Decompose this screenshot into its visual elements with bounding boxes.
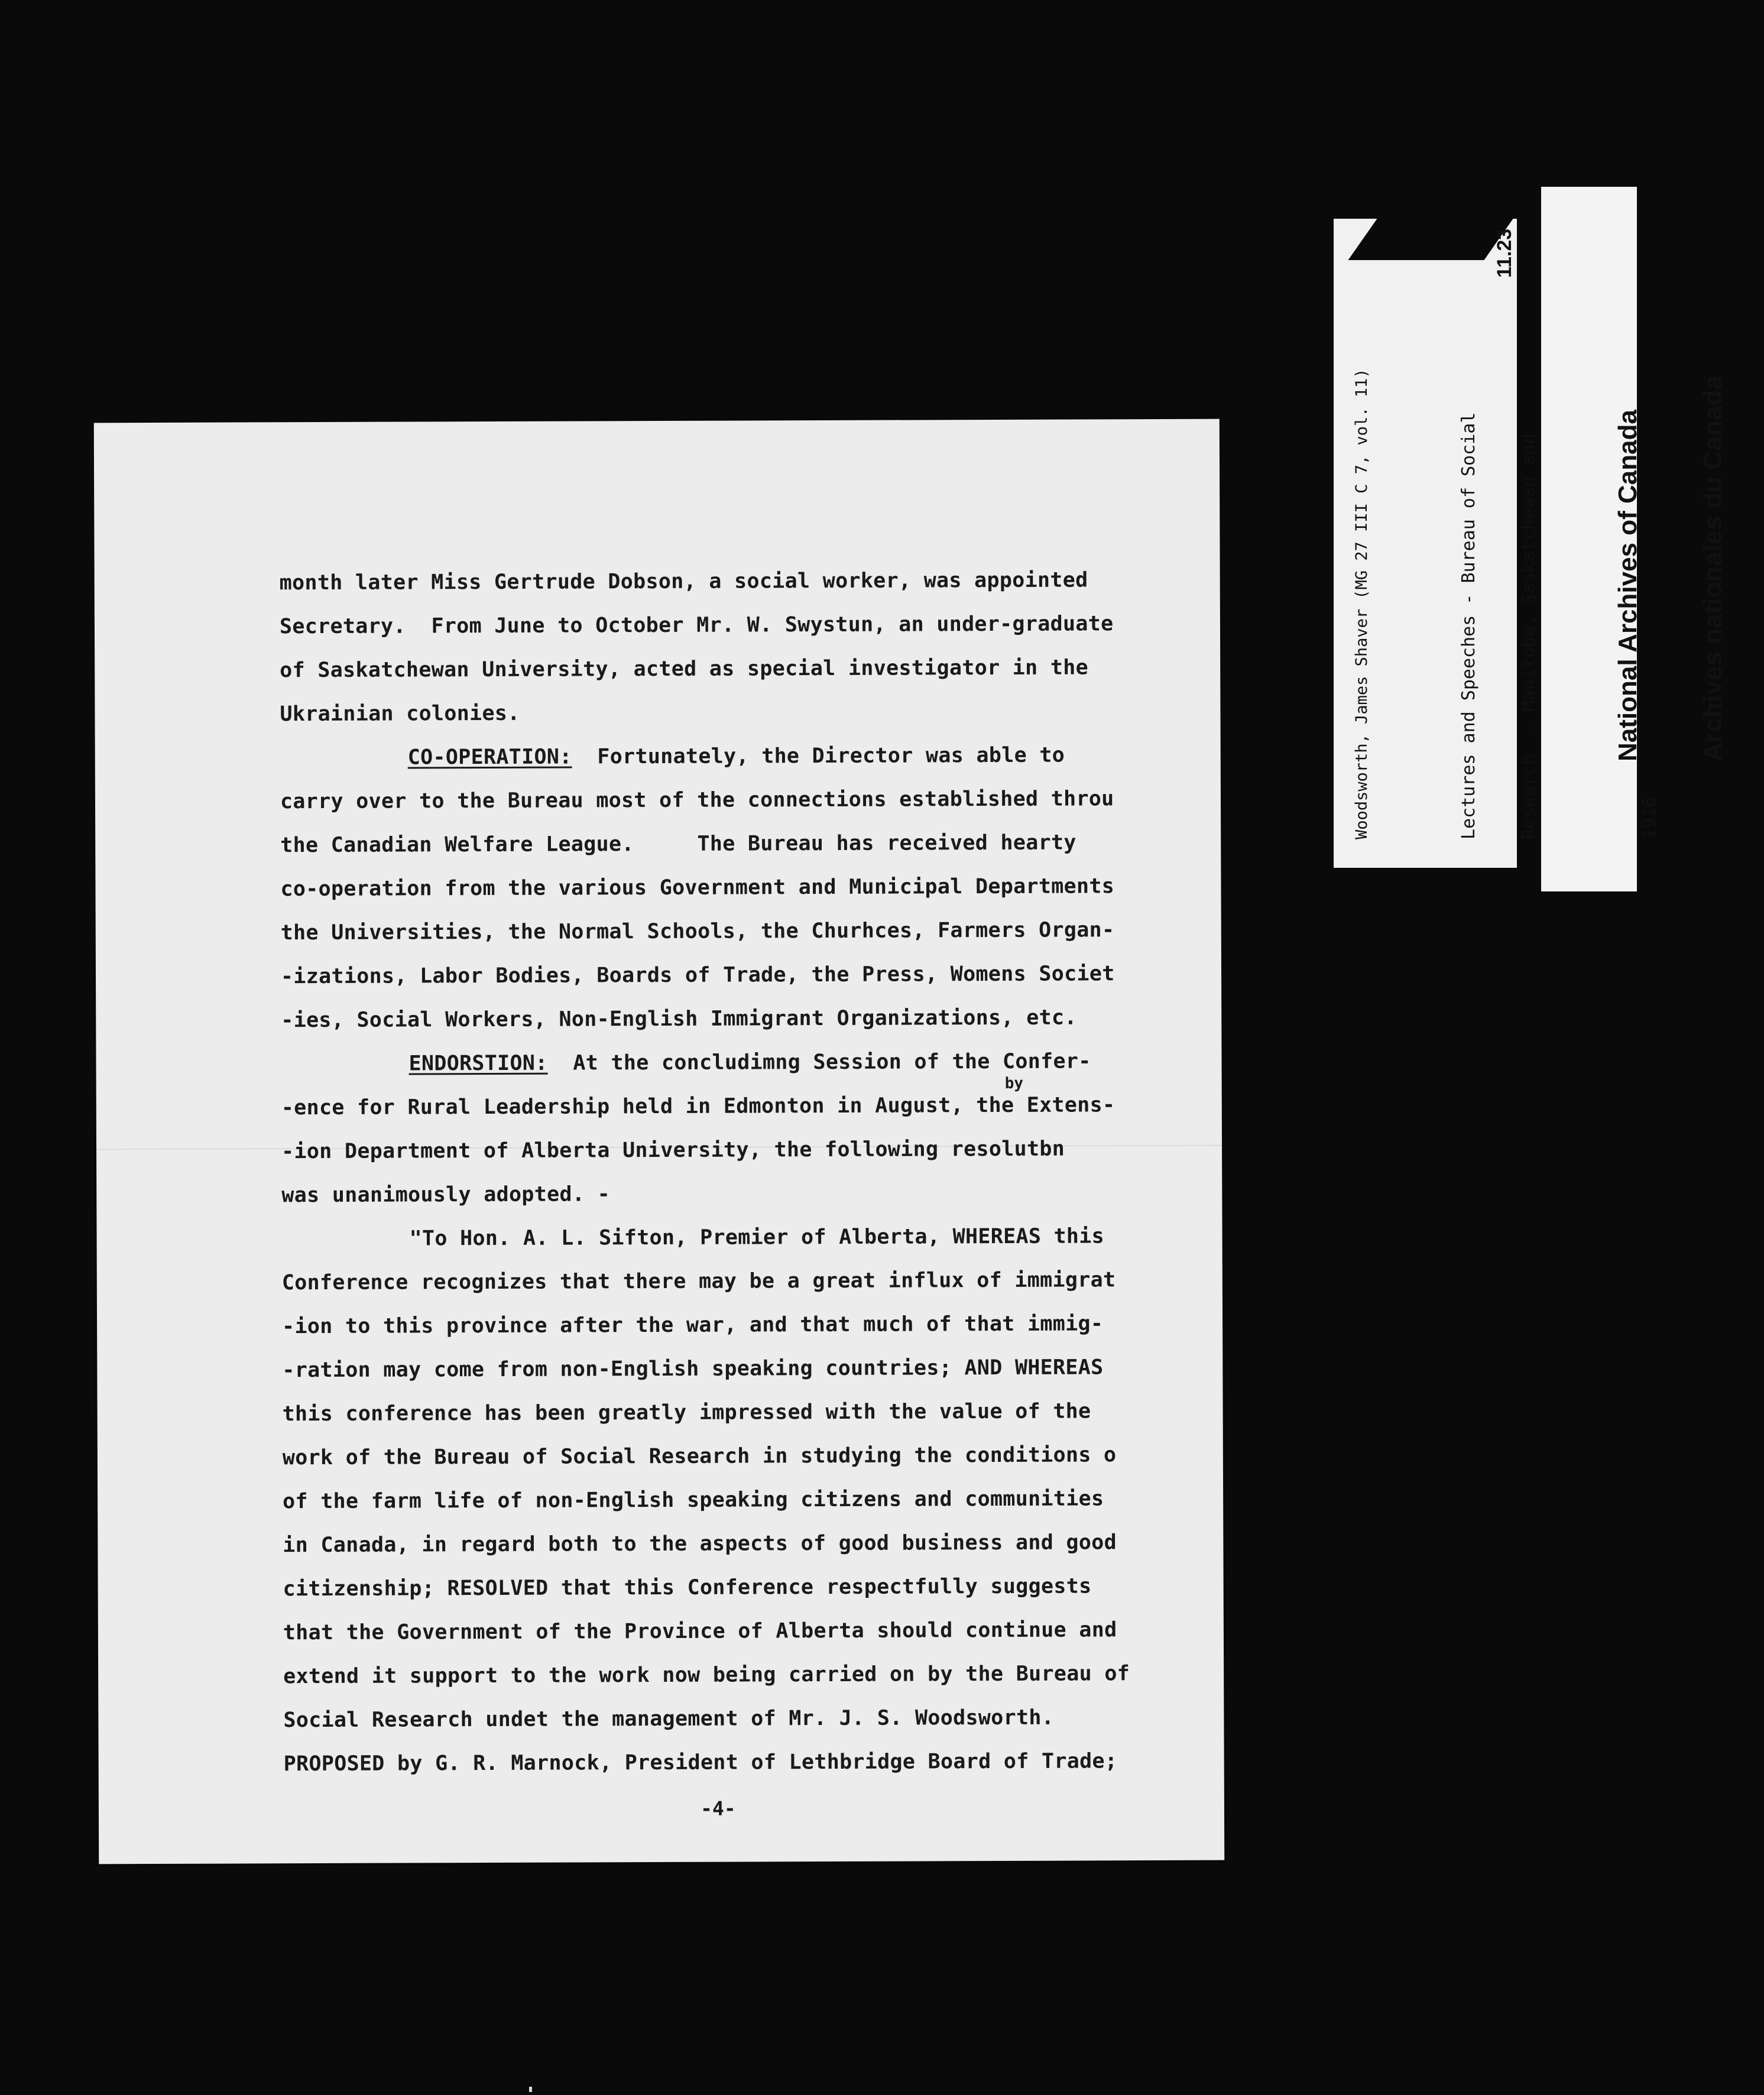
archives-stamp-text — [1557, 375, 1756, 761]
label-notch — [1348, 219, 1513, 260]
text-line: the Universities, the Normal Schools, the Churhces, Farmers Organ- — [280, 918, 1115, 945]
text-line: PROPOSED by G. R. Marnock, President of Lethbridge Board of Trade; — [283, 1749, 1118, 1776]
document-page — [94, 419, 1224, 1864]
text-line: that the Government of the Province of Alberta should continue and — [283, 1618, 1117, 1645]
archives-stamp-line-en: National Archives of Canada — [1613, 410, 1642, 761]
heading-endorsation — [408, 1049, 1091, 1075]
text-line: carry over to the Bureau most of the connections established throu — [280, 787, 1114, 814]
page-number: -4- — [701, 1796, 736, 1820]
text-line: was unanimously adopted. - — [281, 1182, 611, 1208]
text-line: month later Miss Gertrude Dobson, a social worker, was appointed — [279, 568, 1088, 595]
scan-speck — [529, 2087, 532, 2092]
archive-collection: Woodsworth, James Shaver (MG 27 III C 7, vol. 11) — [1353, 368, 1371, 839]
text-line: -ion Department of Alberta University, the following resolutbn — [281, 1137, 1065, 1164]
text-line: extend it support to the work now being carried on by the Bureau of — [283, 1662, 1130, 1689]
text-line: in Canada, in regard both to the aspects of good business and good — [283, 1530, 1117, 1558]
text-line: -ration may come from non-English speaking countries; AND WHEREAS — [282, 1355, 1104, 1383]
text-line: this conference has been greatly impressed with the value of the — [282, 1399, 1091, 1426]
text-line: -ence for Rural Leadership held in Edmonton in August, the Extens- — [281, 1093, 1116, 1120]
text-line: -ion to this province after the war, and that much of that immig- — [282, 1312, 1104, 1339]
text-line: the Canadian Welfare League. The Bureau has received hearty — [280, 831, 1076, 858]
text-line: Social Research undet the management of Mr. J. S. Woodsworth. — [283, 1705, 1055, 1733]
text-line: of Saskatchewan University, acted as special investigator in the — [280, 656, 1089, 683]
heading-cooperation — [408, 744, 1065, 770]
text-line: citizenship; RESOLVED that this Conference respectfully suggests — [283, 1574, 1092, 1601]
text-line: -izations, Labor Bodies, Boards of Trade, the Press, Womens Societ — [280, 962, 1115, 989]
archive-year: 1916 — [1639, 796, 1660, 839]
text-line: -ies, Social Workers, Non-English Immigrant Organizations, etc. — [281, 1006, 1077, 1033]
text-line: At the concludimng Session of the Confer- — [573, 1049, 1091, 1075]
text-line: Secretary. From June to October Mr. W. Swystun, an under-graduate — [279, 612, 1114, 639]
heading-cooperation-label: CO-OPERATION: — [407, 745, 572, 770]
handwritten-insertion: by — [1004, 1074, 1024, 1092]
text-line: "To Hon. A. L. Sifton, Premier of Alberta, WHEREAS this — [409, 1224, 1105, 1251]
text-line: Fortunately, the Director was able to — [597, 743, 1065, 769]
text-line: work of the Bureau of Social Research in studying the conditions o — [282, 1443, 1117, 1470]
archive-item-number: 11.23 — [1493, 228, 1516, 278]
archives-stamp-line-fr: Archives nationales du Canada — [1698, 375, 1727, 761]
archive-title-line: Lectures and Speeches - Bureau of Social — [1458, 412, 1479, 839]
page-body — [279, 568, 1149, 1820]
archive-title-line: Research - Manitoba, Saskatchewan and — [1519, 433, 1539, 839]
text-line: Conference recognizes that there may be a great influx of immigrat — [281, 1268, 1116, 1295]
text-line: of the farm life of non-English speaking citizens and communities — [283, 1487, 1104, 1514]
text-line: Ukrainian colonies. — [280, 701, 520, 727]
heading-endorsation-label: ENDORSTION: — [408, 1051, 548, 1076]
text-line: co-operation from the various Government and Municipal Departments — [280, 874, 1115, 901]
